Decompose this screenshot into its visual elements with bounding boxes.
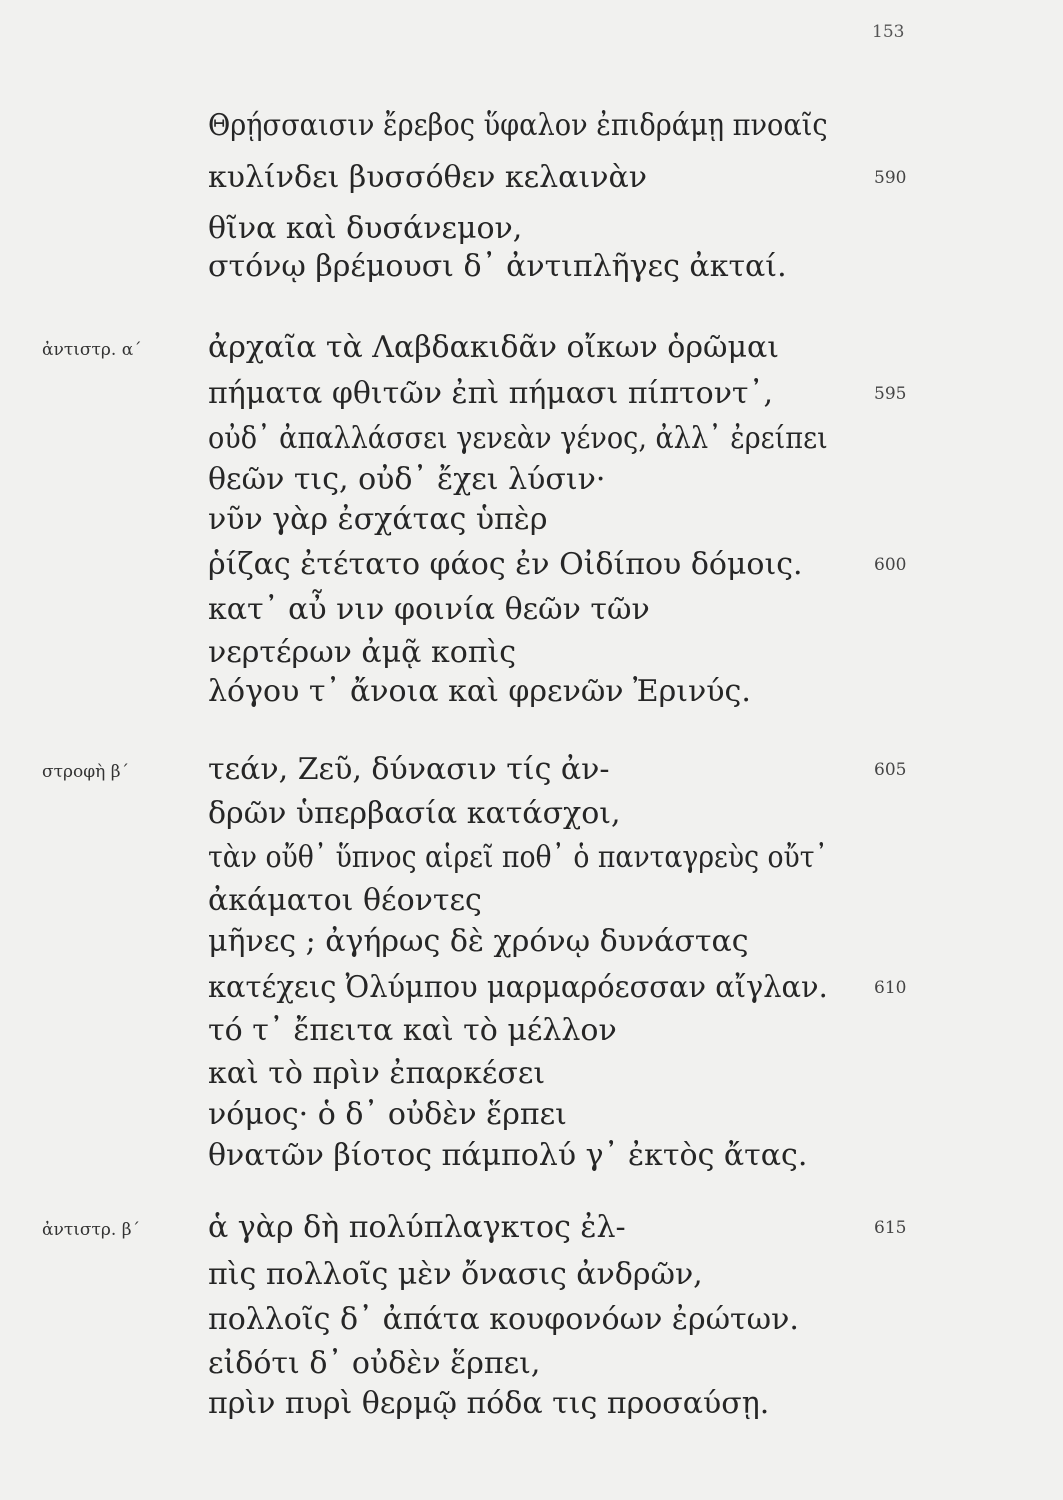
stanza-label: ἀντιστρ. β΄: [42, 1220, 141, 1240]
verse-line: [0, 1095, 1063, 1135]
verse-text: Θρῄσσαισιν ἔρεβος ὕφαλον ἐπιδράμῃ πνοαῖς: [208, 108, 828, 143]
verse-text: νόμος· ὁ δ᾽ οὐδὲν ἕρπει: [208, 1097, 567, 1132]
stanza-label: στροφὴ β΄: [42, 762, 130, 782]
verse-text: κατ᾽ αὖ νιν φοινία θεῶν τῶν: [208, 592, 650, 627]
verse-line: [0, 1344, 1063, 1384]
verse-line: [0, 838, 1063, 878]
stanza-label: ἀντιστρ. α΄: [42, 340, 142, 360]
verse-text: νῦν γὰρ ἐσχάτας ὑπὲρ: [208, 502, 548, 537]
verse-line: [0, 1300, 1063, 1340]
verse-line: [0, 968, 1063, 1008]
verse-line: [0, 209, 1063, 249]
verse-line: [0, 1011, 1063, 1051]
line-number: 600: [874, 555, 907, 575]
page-number: 153: [872, 22, 905, 42]
verse-text: θνατῶν βίοτος πάμπολύ γ᾽ ἐκτὸς ἄτας.: [208, 1138, 808, 1173]
verse-text: τὰν οὔθ᾽ ὕπνος αἱρεῖ ποθ᾽ ὁ πανταγρεὺς οὔτ᾽: [208, 840, 828, 875]
verse-text: ἀκάματοι θέοντες: [208, 883, 482, 918]
line-number: 590: [874, 168, 907, 188]
verse-line: [0, 158, 1063, 198]
line-number: 615: [874, 1218, 907, 1238]
verse-line: [0, 247, 1063, 287]
verse-text: λόγου τ᾽ ἄνοια καὶ φρενῶν Ἐρινύς.: [208, 674, 751, 709]
verse-text: νερτέρων ἀμᾷ κοπὶς: [208, 635, 517, 670]
verse-line: [0, 672, 1063, 712]
verse-text: εἰδότι δ᾽ οὐδὲν ἕρπει,: [208, 1346, 541, 1381]
line-number: 610: [874, 978, 907, 998]
verse-line: [0, 750, 1063, 790]
verse-text: θεῶν τις, οὐδ᾽ ἔχει λύσιν·: [208, 462, 606, 497]
verse-line: [0, 881, 1063, 921]
verse-text: δρῶν ὑπερβασία κατάσχοι,: [208, 796, 621, 831]
verse-text: τό τ᾽ ἔπειτα καὶ τὸ μέλλον: [208, 1013, 617, 1048]
verse-text: ἀρχαῖα τὰ Λαβδακιδᾶν οἴκων ὁρῶμαι: [208, 330, 779, 365]
verse-text: οὐδ᾽ ἀπαλλάσσει γενεὰν γένος, ἀλλ᾽ ἐρείπει: [208, 421, 828, 456]
verse-text: κυλίνδει βυσσόθεν κελαινὰν: [208, 160, 647, 195]
verse-line: [0, 1208, 1063, 1248]
verse-line: [0, 1136, 1063, 1176]
verse-line: [0, 922, 1063, 962]
line-number: 595: [874, 384, 907, 404]
verse-text: ῥίζας ἐτέτατο φάος ἐν Οἰδίπου δόμοις.: [208, 547, 803, 582]
verse-text: κατέχεις Ὀλύμπου μαρμαρόεσσαν αἴγλαν.: [208, 970, 828, 1005]
verse-line: [0, 106, 1063, 146]
verse-text: καὶ τὸ πρὶν ἐπαρκέσει: [208, 1056, 546, 1091]
verse-text: θῖνα καὶ δυσάνεμον,: [208, 211, 523, 246]
verse-line: [0, 1384, 1063, 1424]
verse-line: [0, 1255, 1063, 1295]
verse-line: [0, 545, 1063, 585]
verse-line: [0, 590, 1063, 630]
verse-text: μῆνες ; ἀγήρως δὲ χρόνῳ δυνάστας: [208, 924, 749, 959]
verse-line: [0, 1054, 1063, 1094]
verse-line: [0, 633, 1063, 673]
verse-line: [0, 419, 1063, 459]
verse-text: ἁ γὰρ δὴ πολύπλαγκτος ἐλ-: [208, 1210, 626, 1245]
verse-line: [0, 328, 1063, 368]
verse-line: [0, 500, 1063, 540]
verse-text: πήματα φθιτῶν ἐπὶ πήμασι πίπτοντ᾽,: [208, 376, 774, 411]
verse-text: πὶς πολλοῖς μὲν ὄνασις ἀνδρῶν,: [208, 1257, 703, 1292]
verse-text: πρὶν πυρὶ θερμῷ πόδα τις προσαύσῃ.: [208, 1386, 770, 1421]
verse-text: στόνῳ βρέμουσι δ᾽ ἀντιπλῆγες ἀκταί.: [208, 249, 787, 284]
verse-line: [0, 374, 1063, 414]
verse-text: τεάν, Ζεῦ, δύνασιν τίς ἀν-: [208, 752, 610, 787]
verse-text: πολλοῖς δ᾽ ἀπάτα κουφονόων ἐρώτων.: [208, 1302, 799, 1337]
line-number: 605: [874, 760, 907, 780]
verse-line: [0, 460, 1063, 500]
verse-line: [0, 794, 1063, 834]
